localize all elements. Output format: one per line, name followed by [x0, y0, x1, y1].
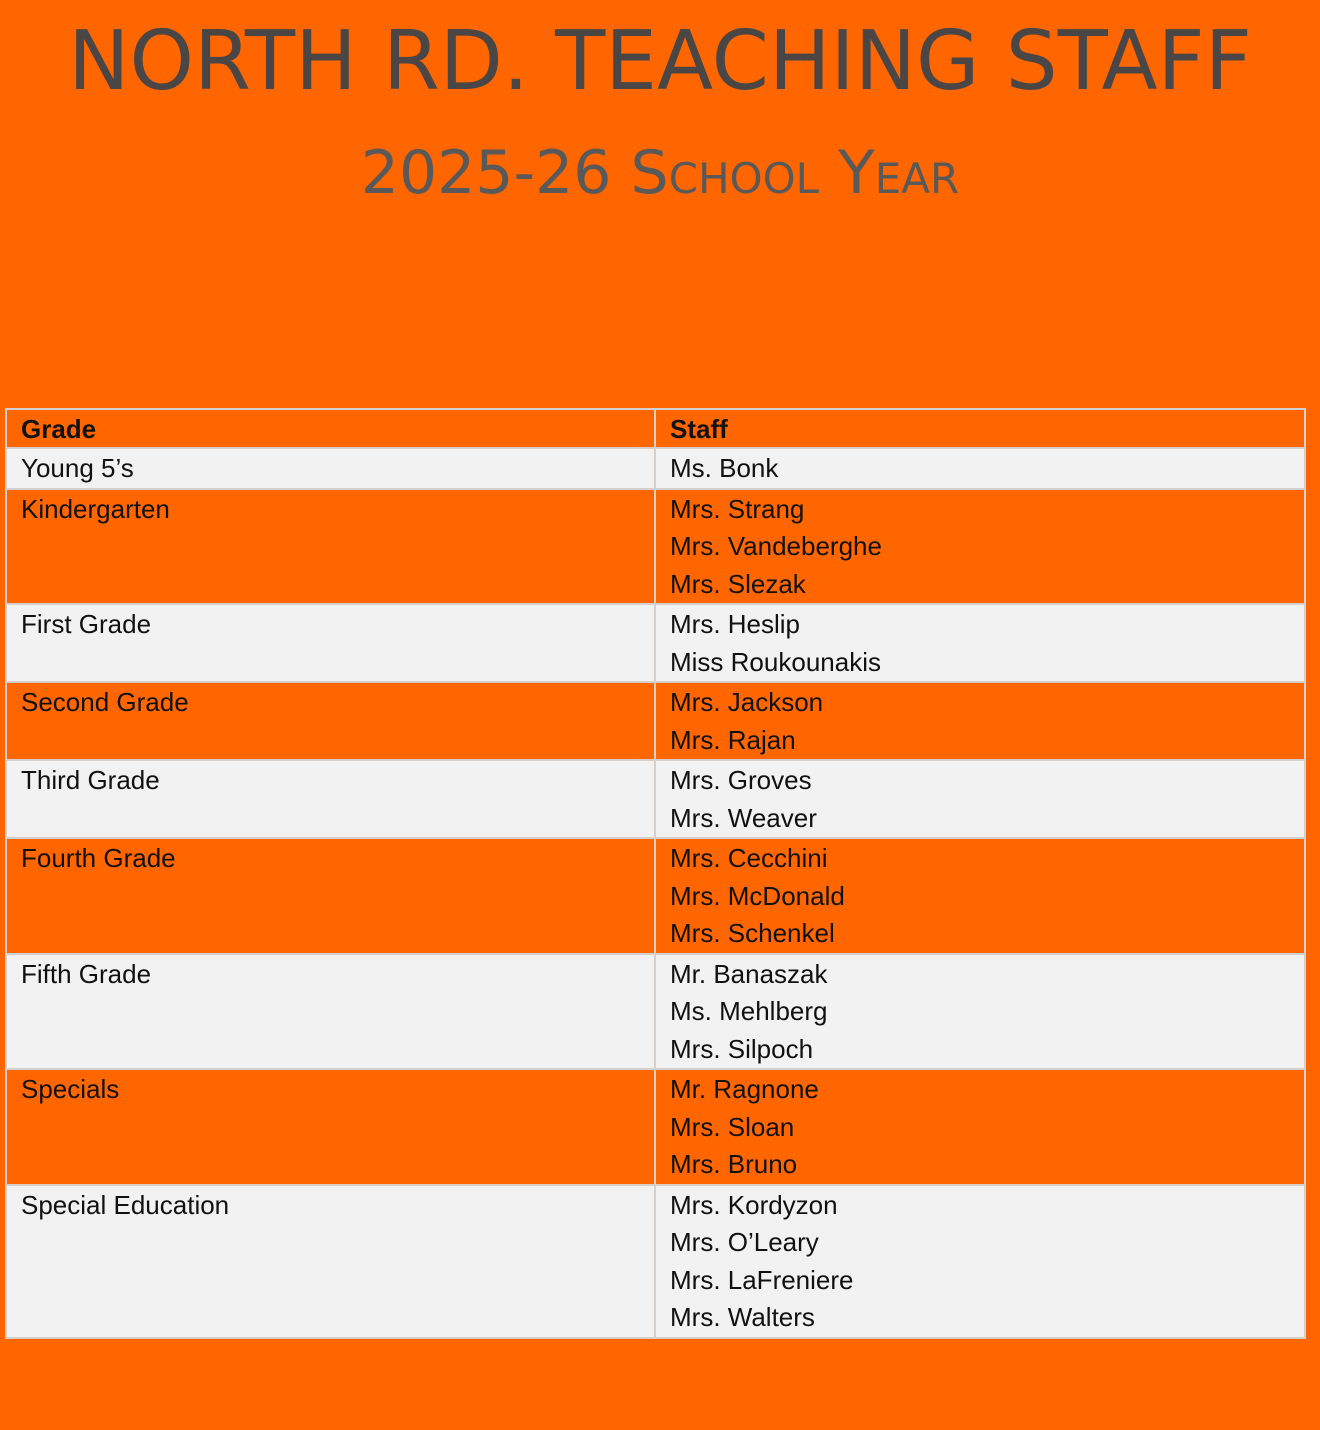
staff-name: Mrs. Bruno	[670, 1149, 798, 1179]
table-row	[6, 604, 1305, 682]
table-body	[6, 448, 1305, 1338]
staff-cell	[655, 1069, 1305, 1185]
page-subtitle: 2025-26 School Year	[360, 138, 960, 208]
table-row	[6, 448, 1305, 489]
staff-cell	[655, 838, 1305, 954]
staff-cell	[655, 682, 1305, 760]
staff-name: Mrs. Groves	[670, 765, 812, 795]
grade-cell: Fourth Grade	[6, 838, 655, 954]
staff-name: Ms. Mehlberg	[670, 996, 828, 1026]
grade-cell: Fifth Grade	[6, 954, 655, 1070]
staff-name: Mrs. Schenkel	[670, 918, 835, 948]
grade-cell: Special Education	[6, 1185, 655, 1338]
table-row	[6, 838, 1305, 954]
staff-name: Mrs. LaFreniere	[670, 1264, 854, 1295]
table-row	[6, 1185, 1305, 1338]
table-row	[6, 682, 1305, 760]
staff-cell	[655, 489, 1305, 605]
staff-cell	[655, 604, 1305, 682]
staff-table	[5, 408, 1306, 1339]
grade-cell: First Grade	[6, 604, 655, 682]
staff-name: Miss Roukounakis	[670, 646, 881, 677]
staff-cell	[655, 760, 1305, 838]
grade-cell: Second Grade	[6, 682, 655, 760]
staff-cell	[655, 448, 1305, 489]
staff-name: Mrs. Jackson	[670, 687, 824, 717]
staff-name: Mrs. Kordyzon	[670, 1189, 838, 1220]
column-header-staff: Staff	[655, 409, 1305, 448]
staff-name: Mrs. Walters	[670, 1302, 815, 1332]
staff-name: Mrs. Rajan	[670, 724, 796, 755]
staff-name: Mrs. Weaver	[670, 802, 817, 833]
staff-cell	[655, 1185, 1305, 1338]
page-title: NORTH RD. TEACHING STAFF	[68, 14, 1252, 109]
staff-name: Mrs. Sloan	[670, 1111, 795, 1142]
table-row	[6, 489, 1305, 605]
staff-name: Mrs. Silpoch	[670, 1033, 814, 1064]
staff-name: Mrs. Slezak	[670, 568, 806, 599]
table-row	[6, 760, 1305, 838]
staff-name: Mrs. O’Leary	[670, 1227, 819, 1257]
staff-name: Mrs. McDonald	[670, 880, 845, 911]
staff-cell	[655, 954, 1305, 1070]
grade-cell: Specials	[6, 1069, 655, 1185]
grade-cell: Kindergarten	[6, 489, 655, 605]
staff-name: Mrs. Cecchini	[670, 843, 828, 873]
grade-cell: Young 5’s	[6, 448, 655, 489]
staff-name: Mr. Banaszak	[670, 958, 828, 989]
table-row	[6, 1069, 1305, 1185]
staff-name: Mrs. Strang	[670, 493, 805, 524]
column-header-grade: Grade	[6, 409, 655, 448]
staff-name: Mrs. Vandeberghe	[670, 531, 882, 561]
staff-name: Mrs. Heslip	[670, 609, 801, 639]
grade-cell: Third Grade	[6, 760, 655, 838]
staff-name: Mr. Ragnone	[670, 1074, 819, 1104]
staff-name: Ms. Bonk	[670, 453, 779, 483]
table-header-row	[6, 409, 1305, 448]
table-row	[6, 954, 1305, 1070]
